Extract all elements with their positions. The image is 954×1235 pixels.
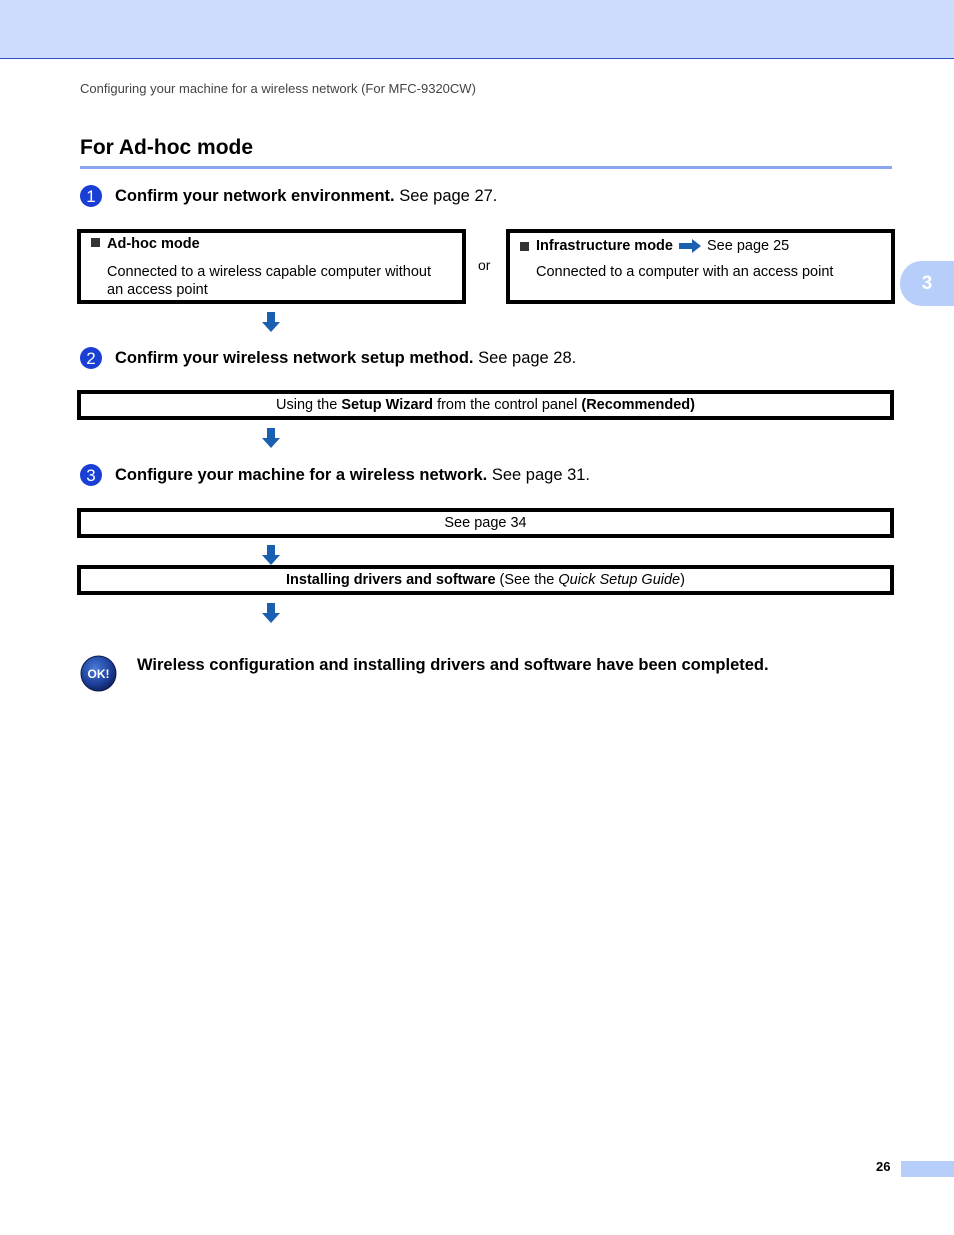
adhoc-mode-box <box>77 229 466 304</box>
down-arrow-icon <box>262 545 280 565</box>
setup-wizard-label: Setup Wizard <box>341 397 434 413</box>
down-arrow-icon <box>262 312 280 332</box>
quick-setup-guide-label: Quick Setup Guide <box>558 572 681 588</box>
setup-method-box <box>77 390 894 420</box>
step-1 <box>80 185 497 207</box>
drivers-bold: Installing drivers and software <box>286 572 496 588</box>
chapter-tab[interactable]: 3 <box>900 261 954 306</box>
title-rule <box>80 166 892 169</box>
step-1-bold: Confirm your network environment. <box>115 186 395 205</box>
configure-box-text: See page 34 <box>444 515 527 531</box>
recommended-label: (Recommended) <box>581 397 695 413</box>
drivers-box-text <box>81 572 890 588</box>
step-2-text <box>115 349 576 368</box>
adhoc-title-row <box>91 236 200 252</box>
setup-middle: from the control panel <box>433 397 582 413</box>
setup-prefix: Using the <box>276 397 342 413</box>
step-3 <box>80 464 590 486</box>
configure-box <box>77 508 894 538</box>
adhoc-desc-line1: Connected to a wireless capable computer without <box>107 264 432 280</box>
page-number: 26 <box>876 1159 891 1174</box>
setup-method-text <box>81 397 890 413</box>
step-3-bold: Configure your machine for a wireless network. <box>115 465 488 484</box>
adhoc-description <box>107 263 431 299</box>
step-2-rest: See page 28. <box>473 348 577 367</box>
drivers-pre: (See the <box>495 572 559 588</box>
right-arrow-icon <box>678 239 702 253</box>
ok-badge-label: OK! <box>87 667 110 681</box>
adhoc-title: Ad-hoc mode <box>107 236 200 252</box>
section-title: For Ad-hoc mode <box>80 136 254 159</box>
step-number-3: 3 <box>80 464 102 486</box>
step-3-rest: See page 31. <box>487 465 591 484</box>
step-number-2: 2 <box>80 347 102 369</box>
page-tab <box>901 1161 954 1177</box>
drivers-box <box>77 565 894 595</box>
infrastructure-mode-box <box>506 229 895 304</box>
down-arrow-icon <box>262 428 280 448</box>
bullet-square-icon <box>520 242 529 251</box>
drivers-post: ) <box>680 572 685 588</box>
running-header: Configuring your machine for a wireless network (For MFC-9320CW) <box>80 81 476 96</box>
step-2-bold: Confirm your wireless network setup method. <box>115 348 474 367</box>
ok-check-icon <box>80 655 117 692</box>
step-number-1: 1 <box>80 185 102 207</box>
step-2 <box>80 347 576 369</box>
bullet-square-icon <box>91 238 100 247</box>
step-1-rest: See page 27. <box>394 186 498 205</box>
header-band <box>0 0 954 59</box>
step-3-text <box>115 466 590 485</box>
adhoc-desc-line2: an access point <box>107 282 208 298</box>
completion-message: Wireless configuration and installing drivers and software have been completed. <box>137 656 769 674</box>
or-label: or <box>478 257 491 273</box>
infra-title-row <box>520 238 789 254</box>
infra-see-page: See page 25 <box>706 238 790 254</box>
infra-title: Infrastructure mode <box>536 238 673 254</box>
infra-description: Connected to a computer with an access point <box>536 264 834 280</box>
down-arrow-icon <box>262 603 280 623</box>
step-1-text <box>115 187 497 206</box>
